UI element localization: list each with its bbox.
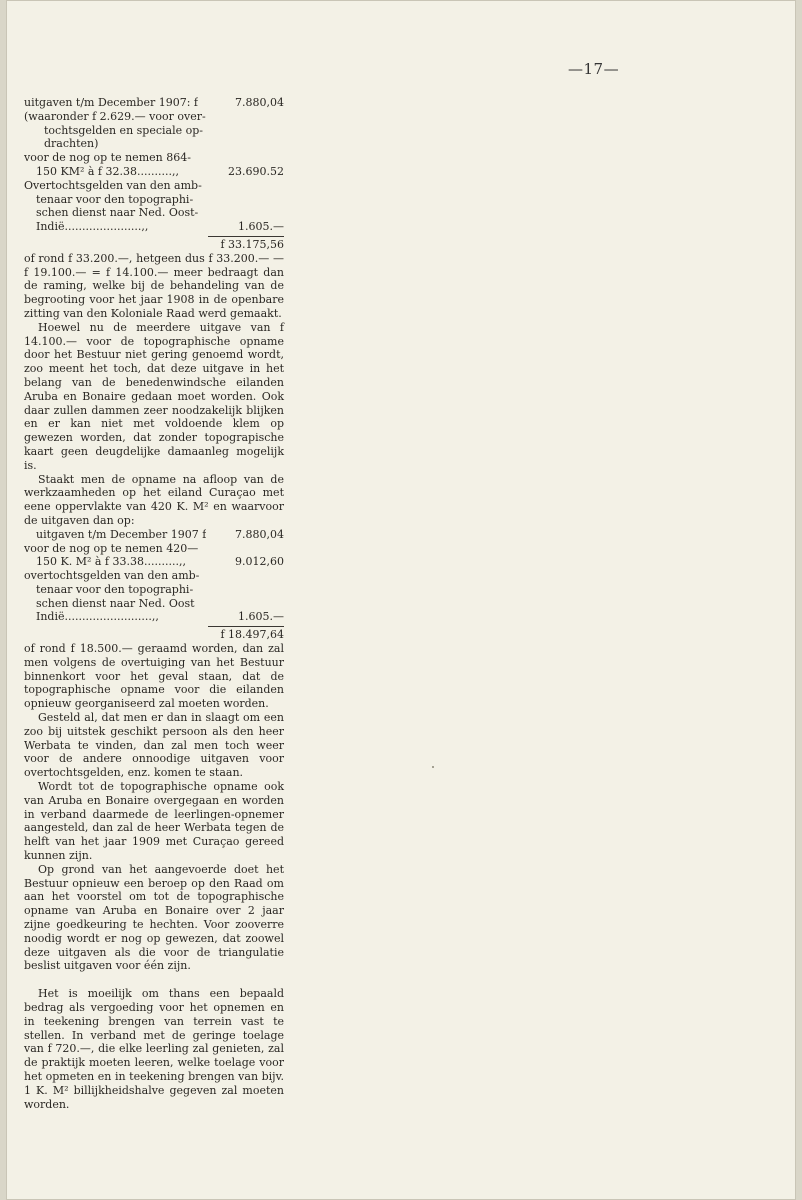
ledger-row: tochtsgelden en speciale op-	[44, 123, 203, 137]
cost-ledger-2	[24, 528, 284, 642]
ledger-row: voor de nog op te nemen 420—	[24, 541, 199, 555]
paragraph: Gesteld al, dat men er dan in slaagt om een zoo bij uitstek geschikt persoon als den heer Werbata te vinden, dan zal men toch weer voor de andere onnoodige uitgaven voor overtochtsgelden, enz. komen te staan.	[24, 711, 284, 780]
paragraph: Op grond van het aangevoerde doet het Bestuur opnieuw een beroep op den Raad om aan het voorstel om tot de topographische opname van Aruba en Bonaire over 2 jaar zijne goedkeuring te hechten. Voor zooverre noodig wordt er nog op gewezen, dat zoowel deze uitgaven als die voor de triangulatie beslist uitgaven voor één zijn.	[24, 862, 284, 973]
text-column	[24, 96, 284, 1111]
ledger-total: f 33.175,56	[220, 237, 284, 251]
ledger-row: schen dienst naar Ned. Oost	[36, 596, 195, 610]
ledger-total: f 18.497,64	[220, 628, 284, 642]
paragraph: Het is moeilijk om thans een bepaald bedrag als vergoeding voor het opnemen en in teekening brengen van terrein vast te stellen. In verband met de geringe toelage van f 720.—, die elke leerling zal genieten, zal de praktijk moeten leeren, welke toelage voor het opmeten en in teekening brengen van bijv. 1 K. M² billijkheidshalve gegeven zal moeten worden.	[24, 987, 284, 1111]
sum-rule	[24, 236, 284, 237]
paragraph: Hoewel nu de meerdere uitgave van f 14.100.— voor de topographische opname door het Bestuur niet gering genoemd wordt, zoo meent het toch, dat deze uitgave in het belang van de benedenwindsche eilanden Aruba en Bonaire gedaan moet worden. Ook daar zullen dammen zeer noodzakelijk blijken en er kan niet met voldoende klem op gewezen worden, dat zonder topograpische kaart geen deugdelijke damaanleg mogelijk is.	[24, 320, 284, 472]
ledger-row: drachten)	[44, 137, 99, 151]
ledger-row: uitgaven t/m December 1907 f 7.880,04	[36, 527, 284, 541]
page-number: —17—	[568, 60, 620, 78]
ledger-row: tenaar voor den topographi-	[36, 192, 194, 206]
ledger-row: (waaronder f 2.629.— voor over-	[24, 109, 206, 123]
ledger-row: overtochtsgelden van den amb-	[24, 569, 200, 583]
document-page	[6, 0, 796, 1200]
paragraph: of rond f 33.200.—, hetgeen dus f 33.200.— —f 19.100.— = f 14.100.— meer bedraagt dan de raming, welke bij de behandeling van de begrooting voor het jaar 1908 in de openbare zitting van den Koloniale Raad werd gemaakt.	[24, 251, 284, 320]
ledger-row: schen dienst naar Ned. Oost-	[36, 206, 199, 220]
ledger-row: Indië.........................,, 1.605.—	[36, 610, 284, 624]
paragraph: Wordt tot de topographische opname ook van Aruba en Bonaire overgegaan en worden in verband daarmede de leerlingen-opnemer aangesteld, dan zal de heer Werbata tegen de helft van het jaar 1909 met Curaçao gereed kunnen zijn.	[24, 780, 284, 863]
ledger-row: voor de nog op te nemen 864-	[24, 151, 191, 165]
ledger-row: Overtochtsgelden van den amb-	[24, 178, 202, 192]
ledger-row: Indië......................,, 1.605.—	[36, 220, 284, 234]
ledger-row: 150 K. M² à f 33.38..........,, 9.012,60	[36, 555, 284, 569]
ledger-row: tenaar voor den topographi-	[36, 582, 194, 596]
paragraph: of rond f 18.500.— geraamd worden, dan zal men volgens de overtuiging van het Bestuur binnenkort voor het geval staan, dat de topographische opname voor die eilanden opnieuw georganiseerd zal moeten worden.	[24, 642, 284, 711]
cost-ledger-1	[24, 96, 284, 252]
sum-rule	[24, 626, 284, 627]
paragraph: Staakt men de opname na afloop van de werkzaamheden op het eiland Curaçao met eene oppervlakte van 420 K. M² en waarvoor de uitgaven dan op:	[24, 472, 284, 527]
ledger-row: 150 KM² à f 32.38..........,, 23.690.52	[36, 164, 284, 178]
paper-speck	[432, 766, 434, 768]
ledger-row: uitgaven t/m December 1907: f 7.880,04	[24, 96, 284, 109]
